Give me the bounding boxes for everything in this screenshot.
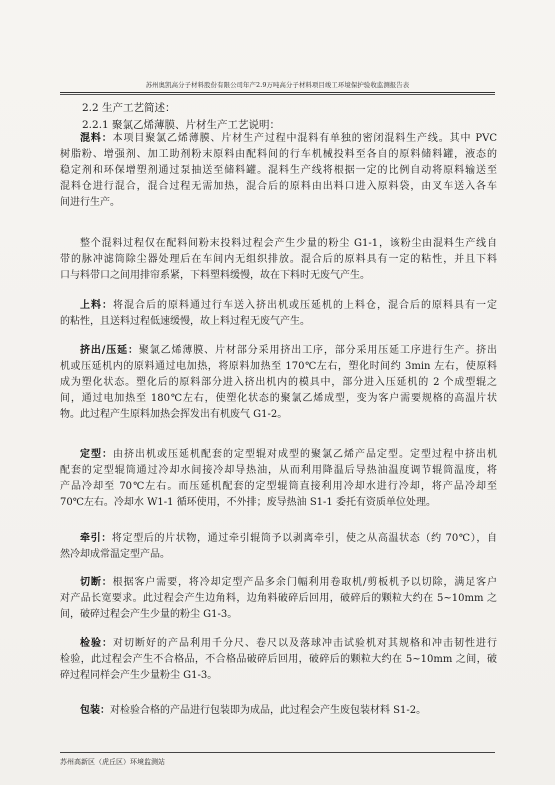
paragraph-line: 稳定剂和环保增塑剂通过泵抽送至储料罐。混料生产线将根据一定的比例自动将原料输送至 — [60, 165, 497, 177]
paragraph-line: 的粘性，且送料过程低速缓慢，故上料过程无废气产生。 — [60, 316, 310, 328]
keyword-mixing: 混料： — [80, 133, 113, 144]
paragraph-line: 整个混料过程仅在配料间粉末投料过程会产生少量的粉尘 G1-1，该粉尘由混料生产线自 — [80, 238, 497, 249]
paragraph-line: 定型：由挤出机或压延机配套的定型辊对成型的聚氯乙烯产品定型。定型过程中挤出机 — [80, 449, 497, 460]
page-header: 苏州奥凯高分子材料股份有限公司年产2.9万吨高分子材料项目竣工环境保护验收监测报告表 — [145, 81, 410, 89]
section-heading-2-2-1: 2.2.1 聚氯乙烯薄膜、片材生产工艺说明： — [82, 119, 281, 131]
paragraph-line: 然冷却成常温定型产品。 — [60, 549, 170, 561]
keyword-inspection: 检验： — [80, 638, 113, 649]
paragraph-line: 上料：将混合后的原料通过行车送入挤出机或压延机的上料仓，混合后的原料具有一定 — [80, 300, 497, 311]
paragraph-line: 物。此过程产生原料加热会挥发出有机废气 G1-2。 — [60, 409, 288, 421]
header-rule-thin — [60, 94, 495, 95]
paragraph-line: 树脂粉、增强剂、加工助剂粉末原料由配料间的行车机械投料至各自的原料储料罐，液态的 — [60, 149, 497, 161]
paragraph-line: 间进行生产。 — [60, 197, 120, 209]
paragraph-line: 牵引：将定型后的片状物，通过牵引辊筒予以剥离牵引，使之从高温状态（约 70℃），自 — [80, 533, 497, 544]
keyword-cutting: 切断： — [80, 577, 113, 588]
paragraph-shaping — [60, 447, 497, 511]
paragraph-line: 挤出/压延：聚氯乙烯薄膜、片材部分采用挤出工序，部分采用压延工序进行生产。挤出 — [80, 345, 497, 356]
footer-rule — [60, 752, 495, 753]
keyword-packaging: 包装： — [80, 705, 110, 716]
paragraph-line: 配套的定型辊筒通过冷却水间接冷却导热油，从而利用降温后导热油温度调节辊筒温度，将 — [60, 465, 497, 477]
paragraph-extrusion — [60, 343, 497, 423]
keyword-feeding: 上料： — [80, 300, 113, 311]
paragraph-packaging — [60, 703, 497, 719]
paragraph-line: 70℃左右。冷却水 W1-1 循环使用，不外排；废导热油 S1-1 委托有资质单位处理。 — [60, 497, 436, 509]
paragraph-mixing-dust — [60, 236, 497, 284]
paragraph-mixing — [60, 131, 497, 211]
paragraph-line: 口与料带口之间用排帘系紧，下料塑料缓慢，故在下料时无废气产生。 — [60, 270, 370, 282]
paragraph-traction — [60, 531, 497, 563]
paragraph-line: 切断：根据客户需要，将冷却定型产品多余门幅利用卷取机/剪板机予以切除，满足客户 — [80, 577, 497, 588]
page-footer: 苏州高新区（虎丘区）环境监测站 — [60, 758, 165, 766]
paragraph-line: 检验：对切断好的产品利用千分尺、卷尺以及落球冲击试验机对其规格和冲击韧性进行 — [80, 638, 497, 649]
keyword-extrusion: 挤出/压延： — [80, 345, 139, 356]
section-heading-2-2: 2.2 生产工艺简述： — [82, 102, 176, 114]
paragraph-line: 混料仓进行混合，混合过程无需加热，混合后的原料由出料口进入原料袋，由叉车送入各车 — [60, 181, 497, 193]
paragraph-line: 带的脉冲滤筒除尘器处理后在车间内无组织排放。混合后的原料具有一定的粘性，并且下料 — [60, 254, 497, 266]
paragraph-line: 混料：本项目聚氯乙烯薄膜、片材生产过程中混料有单独的密闭混料生产线。其中 PVC — [80, 133, 497, 144]
paragraph-line: 间，通过电加热至 180℃左右，使塑化状态的聚氯乙烯成型，变为客户需要规格的高温片状 — [60, 393, 497, 405]
paragraph-line: 产品冷却至 70℃左右。而压延机配套的定型辊筒直接利用冷却水进行冷却，将产品冷却至 — [60, 481, 497, 493]
paragraph-line: 机或压延机内的原料通过电加热，将原料加热至 170℃左右，塑化时间约 3min 左右，使原料 — [60, 361, 497, 373]
paragraph-line: 对产品长宽要求。此过程会产生边角料，边角料破碎后回用，破碎后的颗粒大约在 5~10mm 之 — [60, 593, 497, 605]
paragraph-line: 成为塑化状态。塑化后的原料部分进入挤出机内的模具中，部分进入压延机的 2 个成型辊之 — [60, 377, 497, 389]
paragraph-cutting — [60, 575, 497, 623]
paragraph-inspection — [60, 636, 497, 684]
paragraph-line: 包装：对检验合格的产品进行包装即为成品，此过程会产生废包装材料 S1-2。 — [80, 705, 427, 716]
header-rule — [60, 92, 495, 93]
paragraph-feeding — [60, 298, 497, 330]
keyword-shaping: 定型： — [80, 449, 113, 460]
keyword-traction: 牵引： — [80, 533, 112, 544]
paragraph-line: 碎过程同样会产生少量粉尘 G1-3。 — [60, 670, 218, 682]
paragraph-line: 检验，此过程会产生不合格品，不合格品破碎后回用，破碎后的颗粒大约在 5~10mm 之间，破 — [60, 654, 497, 666]
paragraph-line: 间，破碎过程会产生少量的粉尘 G1-3。 — [60, 609, 238, 621]
